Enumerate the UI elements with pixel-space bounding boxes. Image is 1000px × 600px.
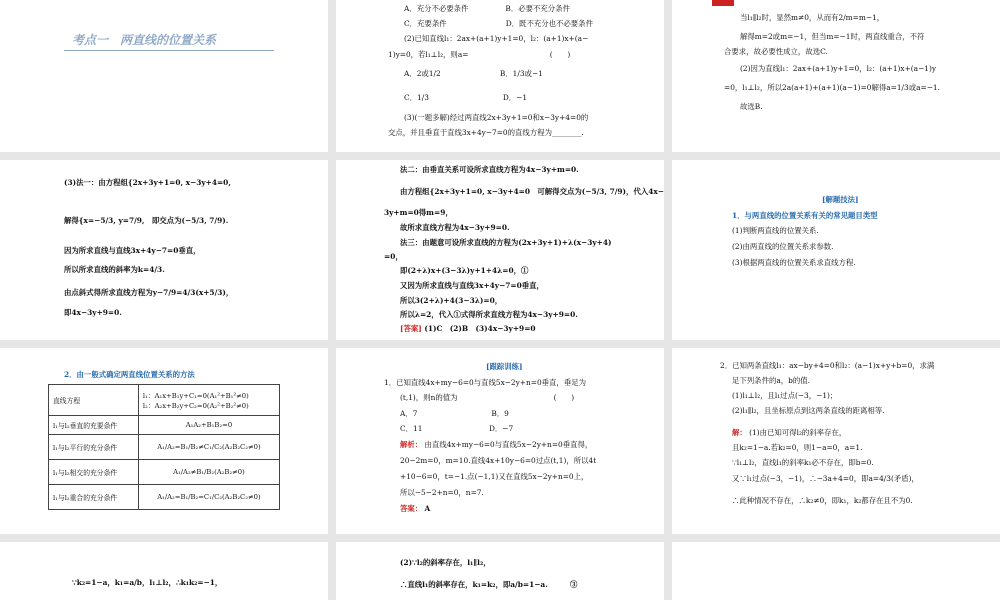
text-line: ∴直线l₁的斜率存在，k₁=k₂，即a/b=1−a. ③ — [400, 580, 578, 589]
text-line: (3)(一题多解)经过两直线2x+3y+1=0和x−3y+4=0的 — [404, 113, 589, 122]
section-title: 考点一 两直线的位置关系 — [72, 33, 217, 47]
text-line: A．7 B．9 — [400, 409, 509, 418]
text-line: 且k₂=1−a.若k₂=0，则1−a=0，a=1. — [732, 443, 863, 452]
slide-8 — [336, 348, 664, 534]
text-line: ∴此种情况不存在，∴k₂≠0，即k₁，k₂都存在且不为0. — [732, 496, 913, 505]
text-line: 20−2m=0，m=10.直线4x+10y−6=0过点(t,1)，所以4t — [400, 456, 597, 465]
table-header: 直线方程 — [49, 385, 139, 416]
answer-line — [400, 504, 430, 514]
answer-label: [答案] — [400, 324, 422, 333]
text-line: =0，l₁⊥l₂，所以2a(a+1)+(a+1)(a−1)=0解得a=1/3或a=−1. — [724, 83, 940, 92]
list-item: (3)根据两直线的位置关系求直线方程. — [732, 258, 856, 267]
text-line: (1)l₁⊥l₂，且l₁过点(−3，−1)； — [732, 391, 838, 400]
table-row — [49, 435, 280, 460]
l1-equation: l₁：A₁x+B₁y+C₁=0(A₁²+B₁²≠0) — [142, 392, 249, 400]
text-line: 因为所求直线与直线3x+4y−7=0垂直， — [64, 246, 201, 255]
text-line: 1．已知直线4x+my−6=0与直线5x−2y+n=0垂直，垂足为 — [384, 378, 586, 387]
text-line: 法三：由题意可设所求直线的方程为(2x+3y+1)+λ(x−3y+4) — [400, 238, 612, 247]
slide-12 — [672, 542, 1000, 600]
text-line: (2)因为直线l₁：2ax+(a+1)y+1=0，l₂：(a+1)x+(a−1)y — [740, 64, 937, 73]
list-item: (1)判断两直线的位置关系. — [732, 226, 819, 235]
text-line: 2．已知两条直线l₁：ax−by+4=0和l₂：(a−1)x+y+b=0，求满 — [720, 361, 935, 370]
text-line: C．11 D．−7 — [400, 424, 514, 433]
text-line: (2)已知直线l₁：2ax+(a+1)y+1=0，l₂：(a+1)x+(a− — [404, 34, 589, 43]
subheading: 1．与两直线的位置关系有关的常见题目类型 — [732, 211, 878, 220]
answer-line — [400, 324, 536, 334]
table-row — [49, 416, 280, 435]
text-line: +10−6=0，t=−1.点(−1,1)又在直线5x−2y+n=0上， — [400, 472, 589, 481]
table-cell: l₁与l₂重合的充分条件 — [49, 485, 139, 510]
slide-4 — [0, 160, 328, 340]
slide-3 — [672, 0, 1000, 152]
answer-label: 答案： — [400, 504, 423, 513]
solution-label: 解： — [732, 428, 747, 437]
heading: [跟踪训练] — [486, 362, 523, 371]
slide-6 — [672, 160, 1000, 340]
text-line: 故所求直线方程为4x−3y+9=0. — [400, 223, 510, 232]
table-cell: l₁与l₂相交的充分条件 — [49, 460, 139, 485]
text-line: 即(2+λ)x+(3−3λ)y+1+4λ=0，① — [400, 266, 529, 275]
table-cell: A₁/A₂=B₁/B₂≠C₁/C₂(A₂B₂C₂≠0) — [138, 435, 279, 460]
list-item: (2)由两直线的位置关系求参数. — [732, 242, 834, 251]
table-cell — [138, 385, 279, 416]
slide-5 — [336, 160, 664, 340]
l2-equation: l₂：A₂x+B₂y+C₂=0(A₂²+B₂²≠0) — [142, 402, 249, 410]
text-line: 即4x−3y+9=0. — [64, 308, 122, 317]
table-row — [49, 460, 280, 485]
text-line: 由方程组{2x+3y+1=0, x−3y+4=0 可解得交点为(−5/3, 7/9)，代入4x− — [400, 187, 664, 196]
slide-10 — [0, 542, 328, 600]
text-line: 解得{x=−5/3, y=7/9, 即交点为(−5/3, 7/9). — [64, 216, 229, 225]
text-line: (2)l₁∥l₂，且坐标原点到这两条直线的距离相等. — [732, 406, 885, 415]
text-line: (t,1)，则n的值为 ( ) — [400, 393, 575, 402]
text-line: 当l₁∥l₂时，显然m≠0，从而有2/m=m−1， — [740, 13, 885, 22]
text-line: (2)∵l₂的斜率存在，l₁∥l₂， — [400, 558, 491, 567]
text-line: A．2或1/2 B．1/3或−1 — [404, 69, 543, 78]
text-line: C．充要条件 D．既不充分也不必要条件 — [404, 19, 593, 28]
text-line: 解得m=2或m=−1，但当m=−1时，两直线重合，不符 — [740, 32, 925, 41]
text-line: ∵l₁⊥l₂，直线l₁的斜率k₁必不存在，即b=0. — [732, 458, 874, 467]
text-line: 3y+m=0得m=9， — [384, 208, 453, 217]
text-line: (3)法一：由方程组{2x+3y+1=0, x−3y+4=0, — [64, 178, 231, 187]
text-line: 合要求，故必要性成立，故选C. — [724, 47, 828, 56]
table-cell: l₁与l₂平行的充分条件 — [49, 435, 139, 460]
text-line: 故选B. — [740, 102, 763, 111]
text-line: 所以所求直线的斜率为k=4/3. — [64, 265, 165, 274]
slide-1 — [0, 0, 328, 152]
solution-line — [400, 440, 592, 450]
text-line: 又因为所求直线与直线3x+4y−7=0垂直， — [400, 281, 544, 290]
slide-11 — [336, 542, 664, 600]
text-line: A．充分不必要条件 B．必要不充分条件 — [404, 4, 570, 13]
answer-text: A — [424, 504, 431, 513]
text-line: C．1/3 D．−1 — [404, 93, 528, 102]
text-line: 1)y=0，若l₁⊥l₂，则a= ( ) — [388, 50, 571, 59]
text-line: 由点斜式得所求直线方程为y−7/9=4/3(x+5/3)， — [64, 288, 234, 297]
text-line: =0， — [384, 252, 403, 261]
table-cell: A₁/A₂≠B₁/B₂(A₂B₂≠0) — [138, 460, 279, 485]
slide-2 — [336, 0, 664, 152]
text-line: 足下列条件的a，b的值. — [732, 376, 811, 385]
table-cell: l₁与l₂垂直的充要条件 — [49, 416, 139, 435]
text-line: 所以−5−2+n=0，n=7. — [400, 488, 484, 497]
slide-9 — [672, 348, 1000, 534]
text-line: ∵k₂=1−a，k₁=a/b，l₁⊥l₂，∴k₁k₂=−1， — [72, 578, 223, 587]
answer-banner — [712, 0, 734, 6]
table-row — [49, 385, 280, 416]
text-line: 所以λ=2，代入①式得所求直线方程为4x−3y+9=0. — [400, 310, 578, 319]
solution-text: 由直线4x+my−6=0与直线5x−2y+n=0垂直得， — [424, 440, 593, 449]
table-cell: A₁/A₂=B₁/B₂=C₁/C₂(A₂B₂C₂≠0) — [138, 485, 279, 510]
heading: [解题技法] — [822, 195, 859, 204]
answer-text: (1)C (2)B (3)4x−3y+9=0 — [424, 324, 536, 333]
text-line: 交点，并且垂直于直线3x+4y−7=0的直线方程为________. — [388, 128, 584, 137]
solution-text: (1)由已知可得l₂的斜率存在， — [749, 428, 847, 437]
solution-line — [732, 428, 846, 438]
text-line: 又∵l₁过点(−3，−1)，∴−3a+4=0，即a=4/3(矛盾)， — [732, 474, 919, 483]
heading: 2．由一般式确定两直线位置关系的方法 — [64, 370, 195, 379]
condition-table — [48, 384, 280, 510]
slide-7 — [0, 348, 328, 534]
table-cell: A₁A₂+B₁B₂=0 — [138, 416, 279, 435]
solution-label: 解析： — [400, 440, 423, 449]
text-line: 法二：由垂直关系可设所求直线方程为4x−3y+m=0. — [400, 165, 579, 174]
title-underline — [64, 50, 274, 51]
table-row — [49, 485, 280, 510]
text-line: 所以3(2+λ)+4(3−3λ)=0， — [400, 296, 503, 305]
